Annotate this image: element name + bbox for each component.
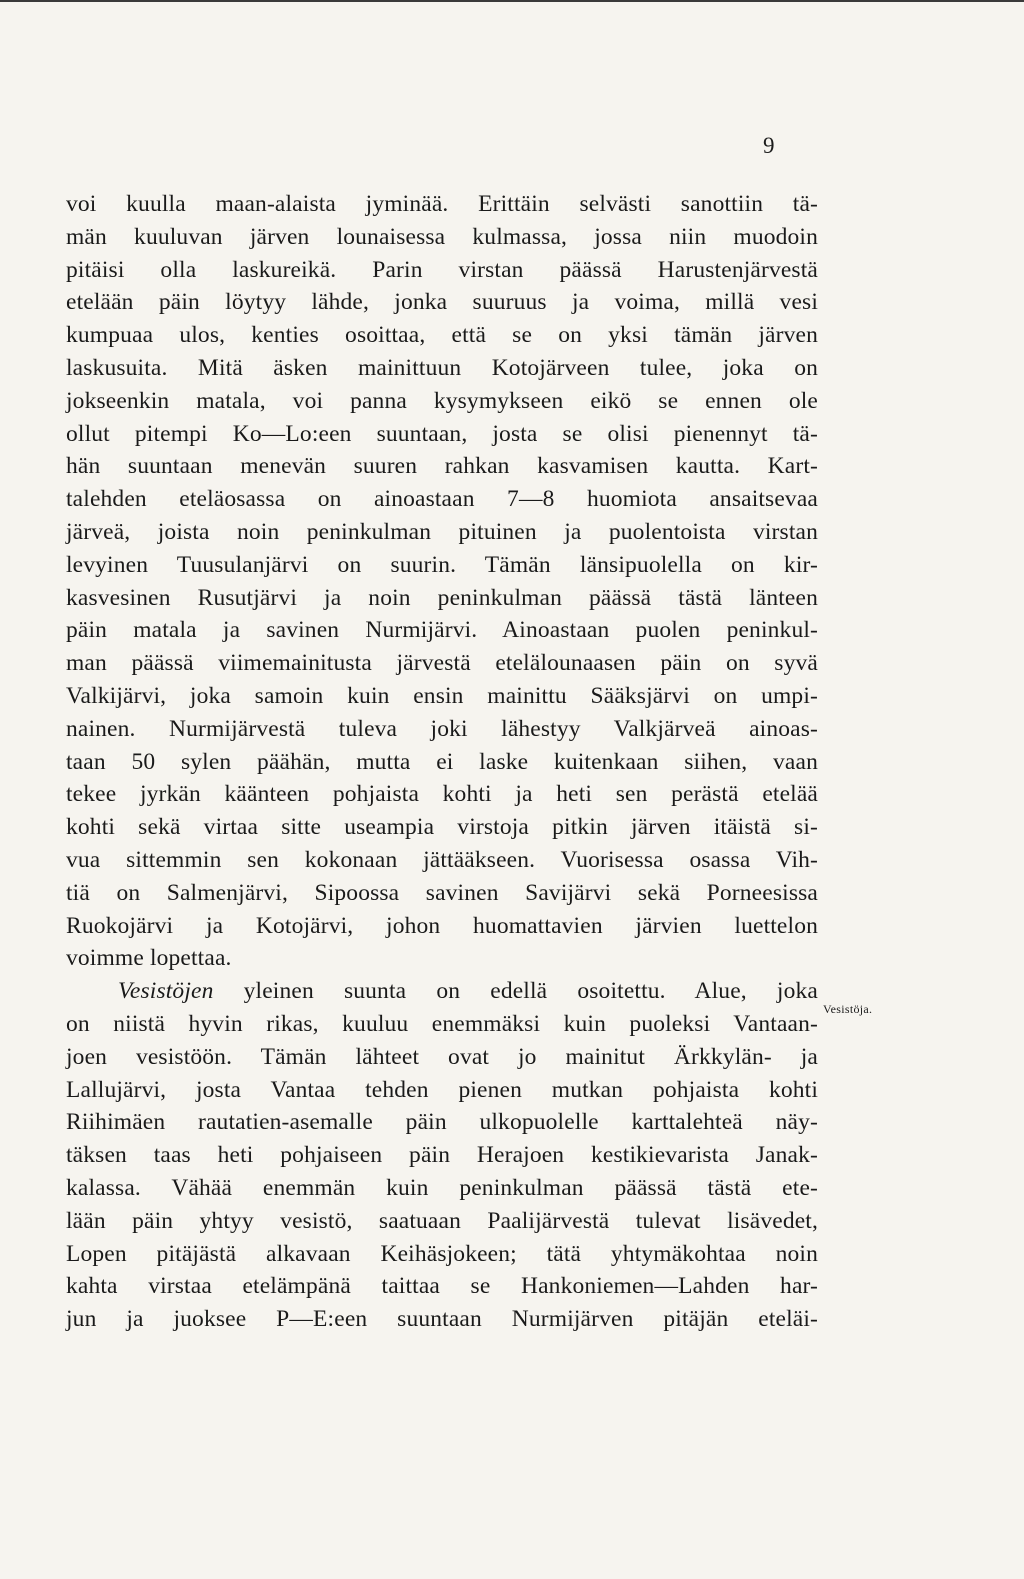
text-line: on niistä hyvin rikas, kuuluu enemmäksi kuin puoleksi Vantaan- xyxy=(66,1010,818,1037)
text-line: tiä on Salmenjärvi, Sipoossa savinen Savijärvi sekä Porneesissa xyxy=(66,879,818,906)
text-line: järveä, joista noin peninkulman pituinen ja puolentoista virstan xyxy=(66,518,818,545)
text-line: täksen taas heti pohjaiseen päin Herajoen kestikievarista Janak- xyxy=(66,1142,818,1169)
text-line: lään päin yhtyy vesistö, saatuaan Paalijärvestä tulevat lisävedet, xyxy=(66,1207,818,1234)
emphasized-term: Vesistöjen xyxy=(118,978,214,1005)
text-line: talehden eteläosassa on ainoastaan 7—8 huomiota ansaitsevaa xyxy=(66,486,818,513)
text-line: kumpuaa ulos, kenties osoittaa, että se on yksi tämän järven xyxy=(66,322,818,349)
text-line: kasvesinen Rusutjärvi ja noin peninkulman päässä tästä länteen xyxy=(66,584,818,611)
body-text xyxy=(66,188,818,1336)
text-line: päin matala ja savinen Nurmijärvi. Ainoastaan puolen peninkul- xyxy=(66,617,818,644)
text-line: jun ja juoksee P—E:een suuntaan Nurmijärven pitäjän eteläi- xyxy=(66,1306,818,1333)
top-rule xyxy=(0,0,1024,2)
text-line: joen vesistöön. Tämän lähteet ovat jo mainitut Ärkkylän- ja xyxy=(66,1043,818,1070)
text-line: ollut pitempi Ko—Lo:een suuntaan, josta se olisi pienennyt tä- xyxy=(66,420,818,447)
text-line: voimme lopettaa. xyxy=(66,945,232,972)
text-line: Lallujärvi, josta Vantaa tehden pienen mutkan pohjaista kohti xyxy=(66,1076,818,1103)
text-line: vua sittemmin sen kokonaan jättääkseen. Vuorisessa osassa Vih- xyxy=(66,846,818,873)
text-line: Valkijärvi, joka samoin kuin ensin mainittu Sääksjärvi on umpi- xyxy=(66,682,818,709)
text-line: pitäisi olla laskureikä. Parin virstan päässä Harustenjärvestä xyxy=(66,256,818,283)
text-line: levyinen Tuusulanjärvi on suurin. Tämän länsipuolella on kir- xyxy=(66,551,818,578)
text-line: Lopen pitäjästä alkavaan Keihäsjokeen; tätä yhtymäkohtaa noin xyxy=(66,1240,818,1267)
text-line: taan 50 sylen päähän, mutta ei laske kuitenkaan siihen, vaan xyxy=(66,748,818,775)
text-line: laskusuita. Mitä äsken mainittuun Kotojärveen tulee, joka on xyxy=(66,354,818,381)
margin-note: Vesistöja. xyxy=(823,1002,873,1016)
text-line: kalassa. Vähää enemmän kuin peninkulman päässä tästä ete- xyxy=(66,1174,818,1201)
text-line: voi kuulla maan-alaista jyminää. Erittäin selvästi sanottiin tä- xyxy=(66,191,818,217)
text-line: man päässä viimemainitusta järvestä etelälounaasen päin on syvä xyxy=(66,650,818,677)
text-line: Riihimäen rautatien-asemalle päin ulkopuolelle karttalehteä näy- xyxy=(66,1109,818,1136)
text-line: nainen. Nurmijärvestä tuleva joki lähestyy Valkjärveä ainoas- xyxy=(66,715,818,742)
text-line: tekee jyrkän käänteen pohjaista kohti ja heti sen perästä etelää xyxy=(66,781,818,808)
text-span: yleinen suunta on edellä osoitettu. Alue, joka xyxy=(213,978,818,1005)
paragraph-start-line xyxy=(66,975,818,1008)
page-number: 9 xyxy=(763,133,775,158)
text-line: män kuuluvan järven lounaisessa kulmassa, jossa niin muodoin xyxy=(66,223,818,250)
text-line: Ruokojärvi ja Kotojärvi, johon huomattavien järvien luettelon xyxy=(66,912,818,939)
text-line: kahta virstaa etelämpänä taittaa se Hankoniemen—Lahden har- xyxy=(66,1273,818,1300)
text-line: etelään päin löytyy lähde, jonka suuruus ja voima, millä vesi xyxy=(66,289,818,316)
text-line: hän suuntaan menevän suuren rahkan kasvamisen kautta. Kart- xyxy=(66,453,818,480)
text-line: jokseenkin matala, voi panna kysymykseen eikö se ennen ole xyxy=(66,387,818,414)
text-line: kohti sekä virtaa sitte useampia virstoja pitkin järven itäistä si- xyxy=(66,814,818,841)
